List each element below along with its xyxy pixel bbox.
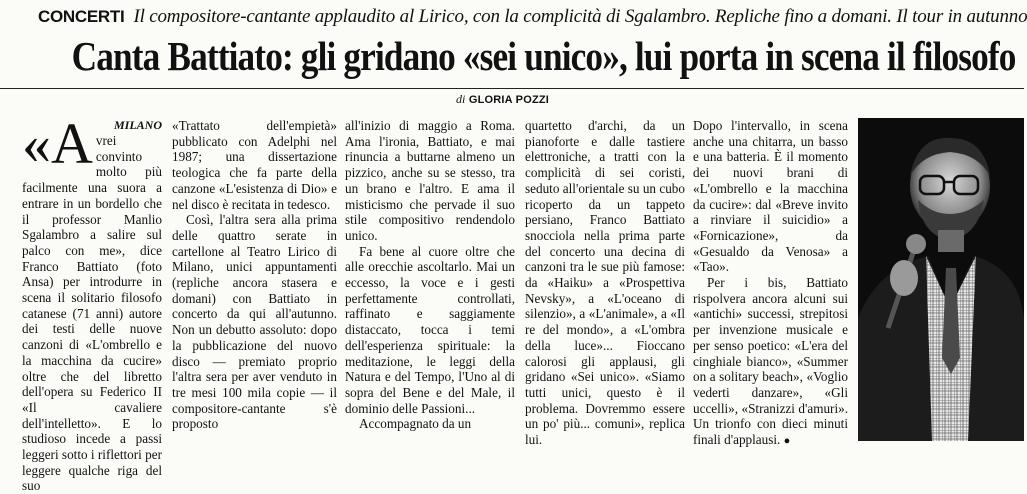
paragraph: Dopo l'intervallo, in scena anche una chitarra, un basso e una batteria. È il momento dei nuovi brani di «L'ombrello e la macchina da cucire»: dal «Breve invito a rinviare il suicidio» a «Fornicazione», da «Gesualdo da Venosa» a «Tao». xyxy=(693,118,848,275)
dateline-city: MILANO xyxy=(113,118,162,132)
article-column-1 xyxy=(22,111,162,494)
paragraph: quartetto d'archi, da un pianoforte e dalle tastiere elettroniche, a tratti con la complicità di sei coristi, seduto all'orientale su un cubo ricoperto da un tappeto persiano, Franco Battiato snocciola nella prima parte del concerto una decina di canzoni tra le sue più famose: da «Haiku» a «Prospettiva Nevsky», a «L'oceano di silenzio», a «L'animale», a «Il re del mondo», a «L'ombra della luce»... Fioccano calorosi gli applausi, gli gridano «Sei unico». «Siamo tutti unici, questo è il problema. Dovremmo essere un po' più... comuni», replica lui. xyxy=(525,118,685,448)
section-tag: CONCERTI xyxy=(38,7,125,26)
paragraph: Così, l'altra sera alla prima delle quattro serate in cartellone al Teatro Lirico di Milano, unici appuntamenti (repliche ancora stasera e domani) con Battiato in concerto da qui all'autunno. Non un debutto assoluto: dopo la pubblicazione del nuovo disco — premiato proprio l'altra sera per aver venduto in tre mesi 100 mila copie — il compositore-cantante s'è proposto xyxy=(172,212,337,432)
paragraph xyxy=(693,275,848,450)
article-column-4 xyxy=(525,118,685,448)
byline-prefix: di xyxy=(456,92,466,106)
photo-portrait xyxy=(858,118,1024,441)
end-mark-icon: ● xyxy=(783,435,791,448)
headline: Canta Battiato: gli gridano «sei unico», lui porta in scena il filosofo xyxy=(71,33,1016,79)
kicker-subtitle: Il compositore-cantante applaudito al Lirico, con la complicità di Sgalambro. Repliche fino a domani. Il tour in autunno xyxy=(133,6,1027,27)
paragraph: Accompagnato da un xyxy=(359,416,472,432)
photo-franco-battiato xyxy=(858,118,1024,441)
byline-author: GLORIA POZZI xyxy=(468,94,550,106)
kicker xyxy=(38,6,1027,30)
paragraph-text: Per i bis, Battiato rispolvera ancora alcuni sui «antichi» successi, strepitosi per invenzione musicale e per senso poetico: «L'era del cinghiale bianco», «Summer on a solitary beach», «Voglio vederti danzare», «Gli uccelli», «Stranizzi d'amuri». Un trionfo con dieci minuti finali d'applausi. xyxy=(693,275,848,448)
byline xyxy=(456,92,549,107)
article-column-2 xyxy=(172,118,337,442)
headline-rule xyxy=(0,88,1024,89)
paragraph: «Trattato dell'empietà» pubblicato con Adelphi nel 1987; una dissertazione teologica che fa parte della canzone «L'esistenza di Dio» e nel disco è recitata in tedesco. xyxy=(172,118,337,212)
paragraph: all'inizio di maggio a Roma. Ama l'ironia, Battiato, e mai rinuncia a buttarne almeno un pizzico, anche su se stesso, tra un brano e l'altro. E ama il misticismo che pervade il suo stile compositivo rendendolo unico. xyxy=(345,118,515,243)
article-column-5 xyxy=(693,118,848,448)
paragraph: Fa bene al cuore oltre che alle orecchie ascoltarlo. Mai un eccesso, la voce e i gesti perfettamente controllati, raffinato e saggiamente distaccato, tocca i temi dell'esperienza spirituale: la meditazione, le leggi della Natura e del Tempo, l'Uno al di sopra del Bene e del Male, il dominio delle Passioni... xyxy=(345,243,515,416)
paragraph: vrei convinto molto più facilmente una suora a entrare in un bordello che il professor Manlio Sgalambro a salire sul palco con me», dice Franco Battiato (foto Ansa) per introdurre in scena il solitario filosofo catanese (71 anni) autore dei testi delle nuove canzoni di «L'ombrello e la macchina da cucire» oltre che del libretto dell'opera su Federico II «Il cavaliere dell'intelletto». E lo studioso incede a passi leggeri sotto i riflettori per leggere qualche riga del suo xyxy=(22,133,162,494)
article-column-3 xyxy=(345,118,515,442)
drop-cap: «A xyxy=(22,111,93,176)
